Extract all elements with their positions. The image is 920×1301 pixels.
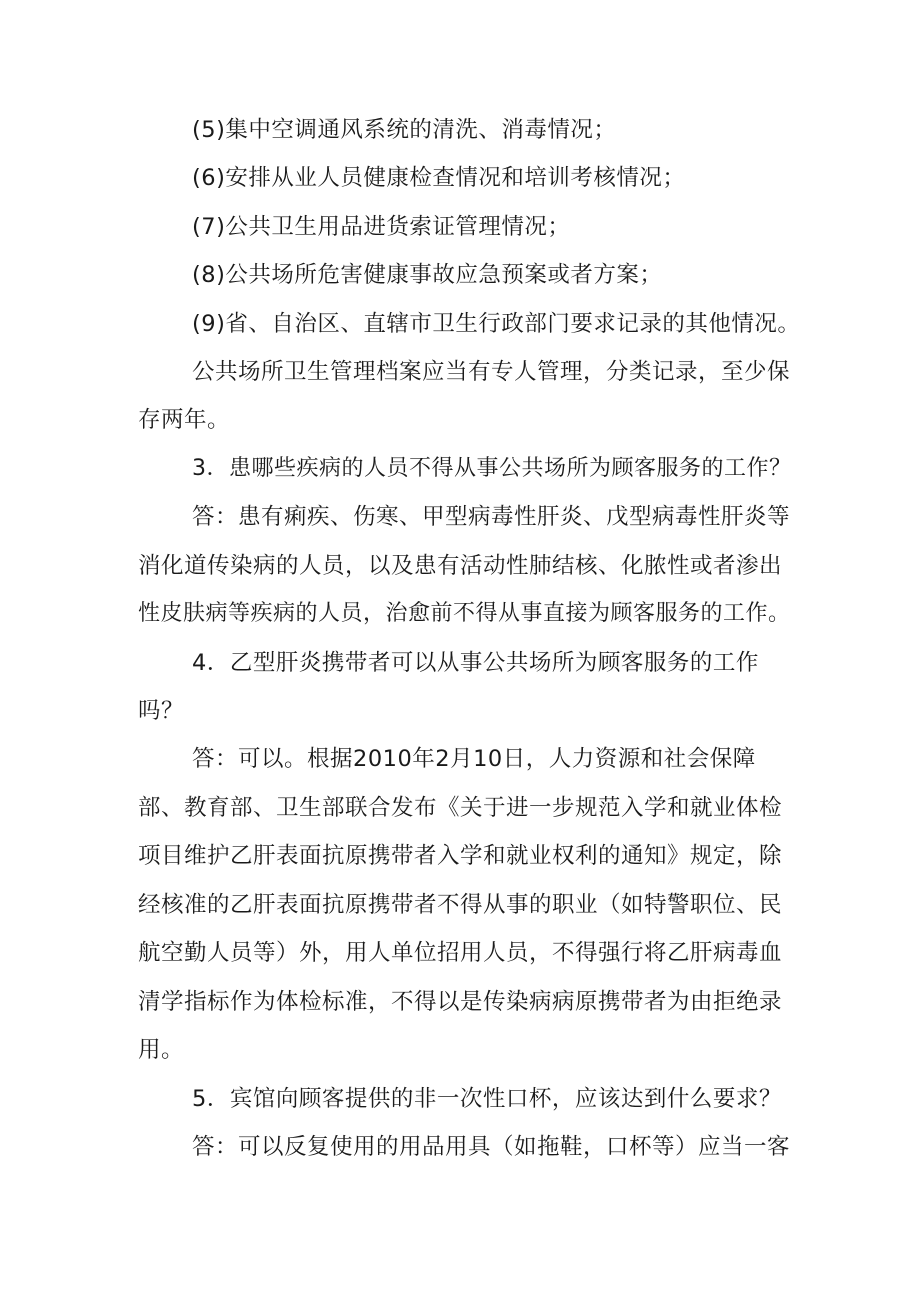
answer-4-line-4: 经核准的乙肝表面抗原携带者不得从事的职业（如特警职位、民 — [138, 892, 783, 918]
text-line-archive-note: 公共场所卫生管理档案应当有专人管理，分类记录，至少保 — [192, 359, 791, 385]
text-line-item-8: (8)公共场所危害健康事故应急预案或者方案； — [192, 262, 663, 288]
answer-3-line-1: 答：患有痢疾、伤寒、甲型病毒性肝炎、戊型病毒性肝炎等 — [192, 504, 791, 530]
answer-4-line-1: 答：可以。根据2010年2月10日，人力资源和社会保障 — [192, 746, 756, 772]
text-line-item-7: (7)公共卫生用品进货索证管理情况； — [192, 214, 571, 240]
answer-4-line-6: 清学指标作为体检标准，不得以是传染病病原携带者为由拒绝录 — [138, 989, 783, 1015]
answer-5-line-1: 答：可以反复使用的用品用具（如拖鞋，口杯等）应当一客 — [192, 1134, 791, 1160]
question-5: 5．宾馆向顾客提供的非一次性口杯，应该达到什么要求？ — [192, 1086, 782, 1112]
question-4: 4．乙型肝炎携带者可以从事公共场所为顾客服务的工作 — [192, 650, 759, 676]
text-line-item-6: (6)安排从业人员健康检查情况和培训考核情况； — [192, 165, 686, 191]
answer-4-line-3: 项目维护乙肝表面抗原携带者入学和就业权利的通知》规定，除 — [138, 843, 783, 869]
answer-3-line-3: 性皮肤病等疾病的人员，治愈前不得从事直接为顾客服务的工作。 — [138, 601, 791, 626]
text-line-item-5: (5)集中空调通风系统的清洗、消毒情况； — [192, 117, 617, 143]
answer-4-line-5: 航空勤人员等）外，用人单位招用人员，不得强行将乙肝病毒血 — [138, 940, 783, 966]
text-line-item-9: (9)省、自治区、直辖市卫生行政部门要求记录的其他情况。 — [192, 311, 801, 337]
answer-4-line-7: 用。 — [138, 1037, 185, 1063]
question-3: 3．患哪些疾病的人员不得从事公共场所为顾客服务的工作？ — [192, 456, 792, 481]
answer-4-line-2: 部、教育部、卫生部联合发布《关于进一步规范入学和就业体检 — [138, 795, 783, 821]
question-4-cont: 吗？ — [138, 698, 185, 724]
answer-3-line-2: 消化道传染病的人员，以及患有活动性肺结核、化脓性或者渗出 — [138, 553, 783, 579]
text-line-archive-note-cont: 存两年。 — [138, 407, 231, 433]
